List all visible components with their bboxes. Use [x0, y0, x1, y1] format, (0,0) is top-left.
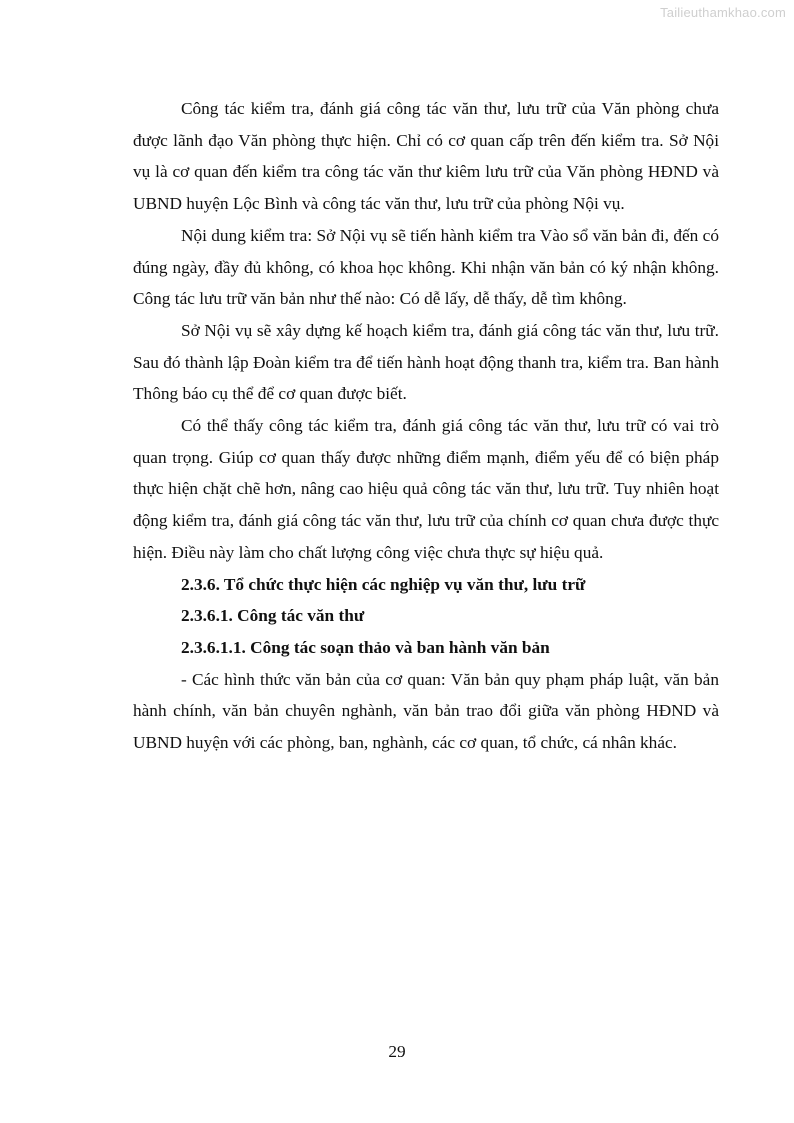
page-number: 29	[388, 1042, 406, 1061]
watermark-text: Tailieuthamkhao.com	[660, 5, 786, 20]
section-heading: 2.3.6. Tổ chức thực hiện các nghiệp vụ văn thư, lưu trữ	[181, 574, 586, 594]
document-body	[133, 93, 719, 759]
paragraph: Có thể thấy công tác kiểm tra, đánh giá công tác văn thư, lưu trữ có vai trò quan trọng. Giúp cơ quan thấy được những điểm mạnh, điểm yếu để có biện pháp thực hiện chặt chẽ hơn, nâng cao hiệu quả công tác văn thư, lưu trữ. Tuy nhiên hoạt động kiểm tra, đánh giá công tác văn thư, lưu trữ của chính cơ quan chưa được thực hiện. Điều này làm cho chất lượng công việc chưa thực sự hiệu quả.	[133, 416, 719, 562]
paragraph: Nội dung kiểm tra: Sở Nội vụ sẽ tiến hành kiểm tra Vào sổ văn bản đi, đến có đúng ngày, đầy đủ không, có khoa học không. Khi nhận văn bản có ký nhận không. Công tác lưu trữ văn bản như thế nào: Có dễ lấy, dễ thấy, dễ tìm không.	[133, 225, 719, 309]
subsubsection-heading: 2.3.6.1.1. Công tác soạn thảo và ban hành văn bản	[181, 637, 550, 657]
subsection-heading: 2.3.6.1. Công tác văn thư	[181, 606, 365, 626]
paragraph: Sở Nội vụ sẽ xây dựng kế hoạch kiểm tra, đánh giá công tác văn thư, lưu trữ. Sau đó thành lập Đoàn kiểm tra để tiến hành hoạt động thanh tra, kiểm tra. Ban hành Thông báo cụ thể để cơ quan được biết.	[133, 320, 719, 404]
paragraph: Công tác kiểm tra, đánh giá công tác văn thư, lưu trữ của Văn phòng chưa được lãnh đạo Văn phòng thực hiện. Chỉ có cơ quan cấp trên đến kiểm tra. Sở Nội vụ là cơ quan đến kiểm tra công tác văn thư kiêm lưu trữ của Văn phòng HĐND và UBND huyện Lộc Bình và công tác văn thư, lưu trữ của phòng Nội vụ.	[133, 99, 719, 214]
paragraph: - Các hình thức văn bản của cơ quan: Văn bản quy phạm pháp luật, văn bản hành chính, văn bản chuyên nghành, văn bản trao đổi giữa văn phòng HĐND và UBND huyện với các phòng, ban, nghành, các cơ quan, tổ chức, cá nhân khác.	[133, 669, 719, 753]
